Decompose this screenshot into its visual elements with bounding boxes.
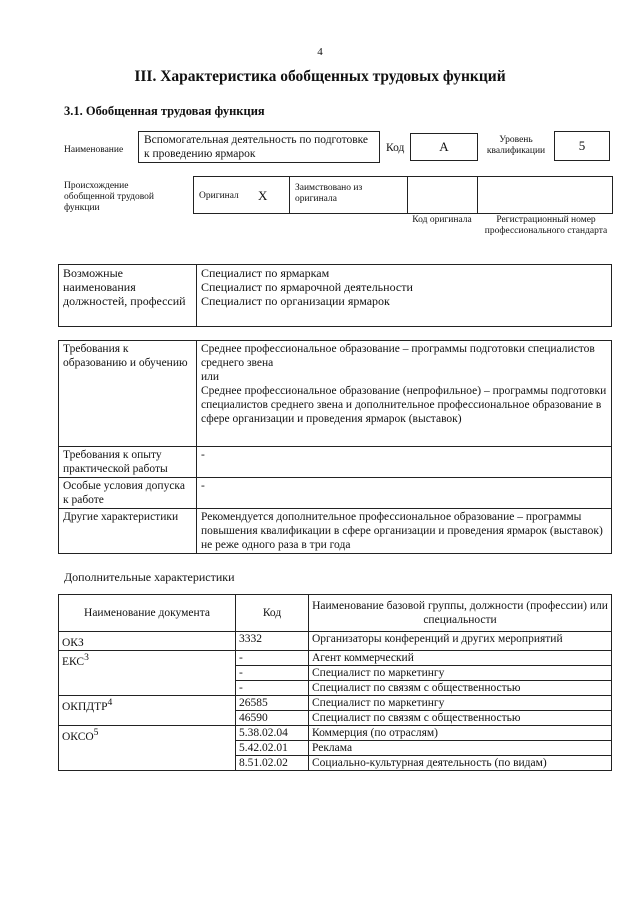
req-other-value: Рекомендуется дополнительное профессиональное образование – программы повышения квалификации в сфере организации и проведения ярмарок (выставок) не реже одного раза в три года [197, 509, 612, 554]
origin-divider-3 [477, 176, 478, 214]
origin-bottom-border [193, 213, 613, 214]
origin-divider-1 [289, 176, 290, 214]
position-item: Специалист по ярмарочной деятельности [201, 280, 413, 294]
col-name-header: Наименование базовой группы, должности (профессии) или специальности [309, 595, 612, 632]
level-label: Уровень квалификации [486, 135, 546, 156]
code-value: А [410, 133, 478, 161]
name-cell: Коммерция (по отраслям) [309, 725, 612, 740]
doc-cell: ОКЗ [59, 632, 236, 651]
code-cell: - [236, 680, 309, 695]
req-education-value: Среднее профессиональное образование – программы подготовки специалистов среднего звена или Среднее профессиональное образование (непрофильное) – программы подготовки специалистов среднего звена и дополнительное профессиональное образование в сфере организации и проведения ярмарок (выставок) [197, 341, 612, 447]
code-cell: 5.38.02.04 [236, 725, 309, 740]
code-original-caption: Код оригинала [412, 215, 472, 225]
additional-heading: Дополнительные характеристики [64, 570, 235, 584]
table-row [59, 725, 612, 740]
code-cell: 46590 [236, 710, 309, 725]
code-cell: 3332 [236, 632, 309, 651]
origin-divider-2 [407, 176, 408, 214]
table-row [59, 632, 612, 651]
col-doc-header: Наименование документа [59, 595, 236, 632]
level-value: 5 [554, 131, 610, 161]
positions-label: Возможные наименования должностей, профессий [59, 265, 197, 327]
function-name-value: Вспомогательная деятельность по подготовке к проведению ярмарок [138, 131, 380, 163]
position-item: Специалист по ярмаркам [201, 266, 330, 280]
doc-cell: ОКПДТР$^4$ [59, 695, 236, 725]
req-special-value: - [197, 478, 612, 509]
page-number: 4 [317, 46, 323, 58]
subsection-title: 3.1. Обобщенная трудовая функция [64, 104, 265, 118]
name-cell: Реклама [309, 740, 612, 755]
col-code-header: Код [236, 595, 309, 632]
origin-top-border [193, 176, 613, 177]
code-cell: 8.51.02.02 [236, 755, 309, 770]
original-mark: X [258, 188, 268, 203]
table-row [59, 650, 612, 665]
req-experience-value: - [197, 447, 612, 478]
table-row [59, 695, 612, 710]
code-cell: 5.42.02.01 [236, 740, 309, 755]
name-cell: Социально-культурная деятельность (по видам) [309, 755, 612, 770]
name-cell: Агент коммерческий [309, 650, 612, 665]
doc-cell: ЕКС$^3$ [59, 650, 236, 695]
doc-cell: ОКСО$^5$ [59, 725, 236, 770]
code-cell: - [236, 650, 309, 665]
req-education-label: Требования к образованию и обучению [59, 341, 197, 447]
positions-table [58, 264, 612, 327]
section-title: III. Характеристика обобщенных трудовых функций [134, 68, 506, 85]
name-cell: Специалист по связям с общественностью [309, 680, 612, 695]
reg-number-caption: Регистрационный номер профессионального стандарта [484, 215, 608, 236]
original-label: Оригинал [199, 191, 239, 201]
origin-label: Происхождение обобщенной трудовой функции [64, 181, 154, 213]
name-cell: Организаторы конференций и других мероприятий [309, 632, 612, 651]
origin-left-border [193, 176, 194, 214]
code-cell: 26585 [236, 695, 309, 710]
positions-list [197, 265, 612, 327]
requirements-table [58, 340, 612, 554]
position-item: Специалист по организации ярмарок [201, 294, 390, 308]
req-experience-label: Требования к опыту практической работы [59, 447, 197, 478]
name-cell: Специалист по связям с общественностью [309, 710, 612, 725]
name-cell: Специалист по маркетингу [309, 665, 612, 680]
additional-table [58, 594, 612, 771]
origin-right-border [612, 176, 613, 214]
code-cell: - [236, 665, 309, 680]
borrowed-label: Заимствовано из оригинала [295, 183, 363, 204]
code-label: Код [386, 142, 405, 154]
req-special-label: Особые условия допуска к работе [59, 478, 197, 509]
name-label: Наименование [64, 145, 124, 155]
name-cell: Специалист по маркетингу [309, 695, 612, 710]
req-other-label: Другие характеристики [59, 509, 197, 554]
